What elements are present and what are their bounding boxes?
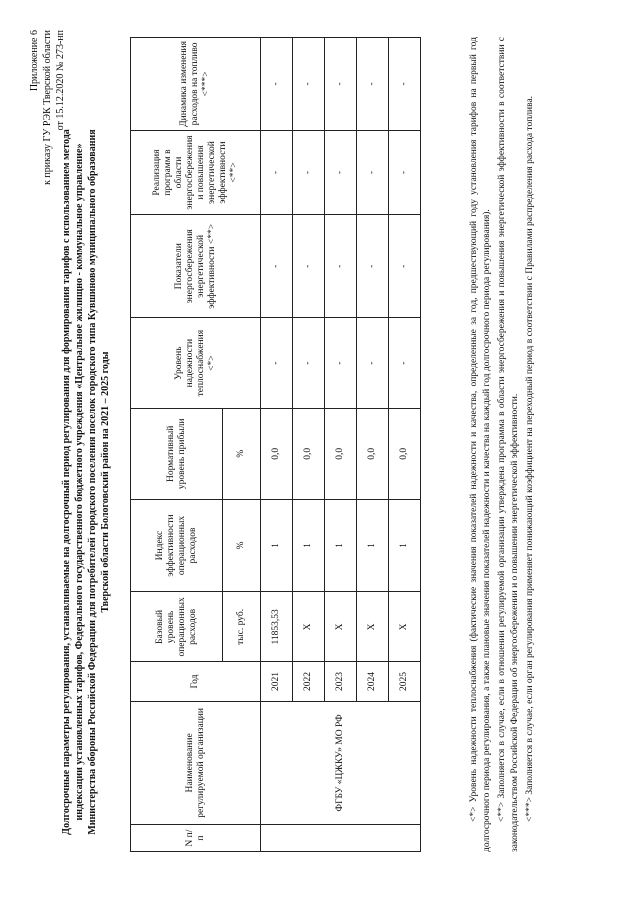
header-reliability: Уровень надежности теплоснабжения <*> [131, 318, 261, 409]
row-num [261, 825, 421, 852]
cell-fuel: - [261, 38, 293, 131]
cell-index: 1 [357, 499, 389, 592]
cell-reliability: - [293, 318, 325, 409]
cell-program: - [293, 130, 325, 214]
cell-indicators: - [293, 215, 325, 318]
footnote-3: <***> Заполняется в случае, если орган регулирования применяет понижающий коэффициент на переходный период в соответствии с Правилами распределения расхода топлива. [525, 95, 535, 822]
cell-indicators: - [357, 215, 389, 318]
cell-index: 1 [325, 499, 357, 592]
cell-profit: 0,0 [293, 408, 325, 499]
header-year: Год [131, 662, 261, 701]
cell-index: 1 [293, 499, 325, 592]
cell-profit: 0,0 [357, 408, 389, 499]
cell-year: 2023 [325, 662, 357, 701]
footnote-2: <**> Заполняется в случае, если в отношении регулируемой организации утверждена программа в области энергосбережения и повышения энергетической эффективности в соответствии с законодательством Российской Федерации об энергосбережении и о повышении энергетической эффективности. [497, 37, 520, 852]
header-index: Индекс эффективности операционных расходов [131, 499, 223, 592]
org-name: ФГБУ «ЦЖКУ» МО РФ [261, 701, 421, 825]
cell-fuel: - [357, 38, 389, 131]
table-row [261, 38, 293, 852]
cell-profit: 0,0 [261, 408, 293, 499]
cell-base: 11853,53 [261, 592, 293, 662]
cell-index: 1 [261, 499, 293, 592]
cell-fuel: - [389, 38, 421, 131]
cell-year: 2024 [357, 662, 389, 701]
footnotes [468, 37, 539, 852]
cell-profit: 0,0 [389, 408, 421, 499]
order-date: от 15.12.2020 № 273-нп [55, 30, 66, 131]
cell-year: 2022 [293, 662, 325, 701]
header-program: Реализация программ в области энергосбережения и повышения энергетической эффективности <**> [131, 130, 261, 214]
cell-base: X [325, 592, 357, 662]
header-base-costs: Базовый уровень операционных расходов [131, 592, 223, 662]
unit-profit: % [223, 408, 261, 499]
cell-fuel: - [325, 38, 357, 131]
document-page [20, 22, 620, 882]
document-title: Долгосрочные параметры регулирования, устанавливаемые на долгосрочный период регулирования для формирования тарифов с использованием метода индексации установленных тарифов, Федерального государственного бюджетного учреждения «Центральное жилищно - коммунальное управление» Министерства обороны Российской Федерации для потребителей городского поселения поселок городского типа Кувшиново муниципального образования Тверской области Бологовский район на 2021 – 2025 годы [61, 129, 111, 835]
cell-base: X [357, 592, 389, 662]
cell-year: 2025 [389, 662, 421, 701]
parameters-table [130, 37, 421, 852]
header-fuel: Динамика изменения расходов на топливо <***> [131, 38, 261, 131]
header-profit: Нормативный уровень прибыли [131, 408, 223, 499]
cell-reliability: - [357, 318, 389, 409]
cell-base: X [293, 592, 325, 662]
cell-program: - [261, 130, 293, 214]
cell-reliability: - [325, 318, 357, 409]
cell-indicators: - [261, 215, 293, 318]
unit-index: % [223, 499, 261, 592]
header-num: N п/п [131, 825, 261, 852]
unit-base-costs: тыс. руб. [223, 592, 261, 662]
cell-index: 1 [389, 499, 421, 592]
cell-reliability: - [261, 318, 293, 409]
footnote-1: <*> Уровень надежности теплоснабжения (фактические значения показателей надежности и качества, определенные за год, предшествующий году установления тарифов на первый год долгосрочного периода регулирования, а также плановые значения показателей надежности и качества на каждый год долгосрочного периода регулирования). [469, 37, 492, 852]
cell-program: - [325, 130, 357, 214]
cell-program: - [357, 130, 389, 214]
cell-fuel: - [293, 38, 325, 131]
order-reference: к приказу ГУ РЭК Тверской области [42, 30, 53, 185]
header-energy-indicators: Показатели энергосбережения энергетической эффективности <**> [131, 215, 261, 318]
cell-base: X [389, 592, 421, 662]
appendix-number: Приложение 6 [29, 30, 40, 92]
cell-year: 2021 [261, 662, 293, 701]
cell-program: - [389, 130, 421, 214]
cell-indicators: - [389, 215, 421, 318]
cell-profit: 0,0 [325, 408, 357, 499]
cell-indicators: - [325, 215, 357, 318]
cell-reliability: - [389, 318, 421, 409]
header-org: Наименование регулируемой организации [131, 701, 261, 825]
table-header-row [131, 38, 223, 852]
